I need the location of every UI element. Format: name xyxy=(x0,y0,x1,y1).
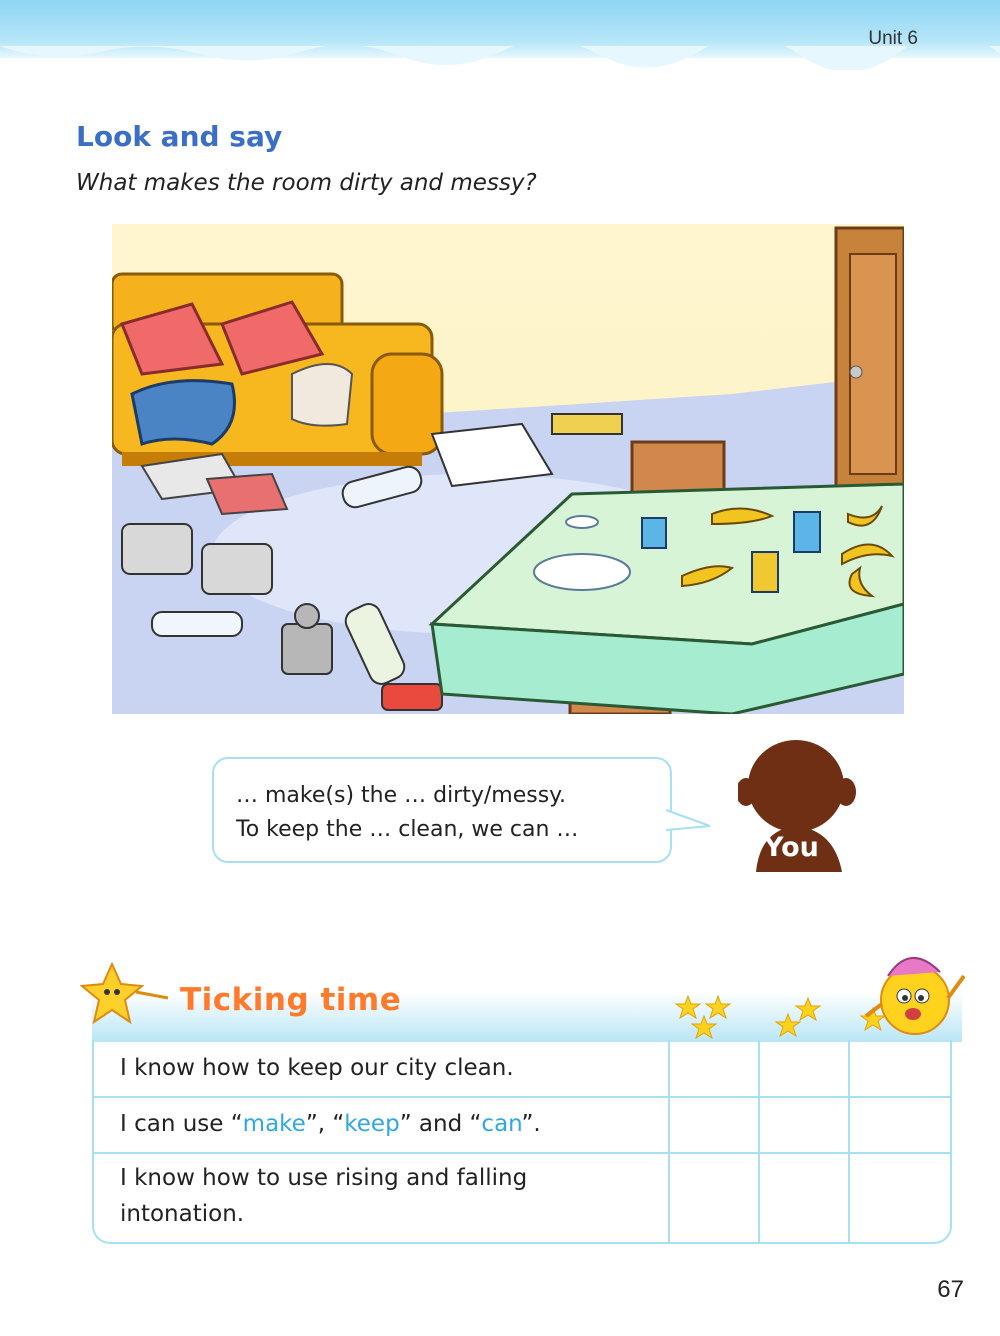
section-title: Look and say xyxy=(76,120,283,153)
table-row xyxy=(94,1040,950,1098)
question-text: What makes the room dirty and messy? xyxy=(76,170,537,196)
messy-room-illustration xyxy=(112,224,904,714)
table-row xyxy=(94,1152,950,1240)
row-statement-line-1: I know how to use rising and falling xyxy=(120,1165,528,1191)
bubble-line-2: To keep the … clean, we can … xyxy=(236,817,579,842)
unit-label: Unit 6 xyxy=(868,28,918,49)
top-banner xyxy=(0,0,1000,58)
keyword-can: can xyxy=(481,1111,522,1137)
bubble-tail xyxy=(664,806,712,834)
column-divider xyxy=(848,1040,850,1242)
row-statement: I can use “make”, “keep” and “can”. xyxy=(120,1111,541,1137)
bubble-line-1: … make(s) the … dirty/messy. xyxy=(236,783,567,808)
two-star-rating-icon xyxy=(772,996,824,1040)
table-row xyxy=(94,1096,950,1154)
column-divider xyxy=(758,1040,760,1242)
keyword-keep: keep xyxy=(344,1111,400,1137)
avatar-label: You xyxy=(764,832,819,863)
page-number: 67 xyxy=(937,1276,964,1303)
banner-wave xyxy=(0,46,1000,70)
ticking-time-title: Ticking time xyxy=(180,982,402,1018)
ticking-time-table xyxy=(92,1040,952,1244)
mascot-character-icon xyxy=(860,942,970,1052)
keyword-make: make xyxy=(242,1111,306,1137)
row-statement-line-2: intonation. xyxy=(120,1201,245,1227)
column-divider xyxy=(668,1040,670,1242)
star-wand-icon xyxy=(80,962,172,1024)
speech-bubble xyxy=(212,757,672,863)
row-statement: I know how to keep our city clean. xyxy=(120,1055,514,1081)
three-star-rating-icon xyxy=(674,994,736,1042)
